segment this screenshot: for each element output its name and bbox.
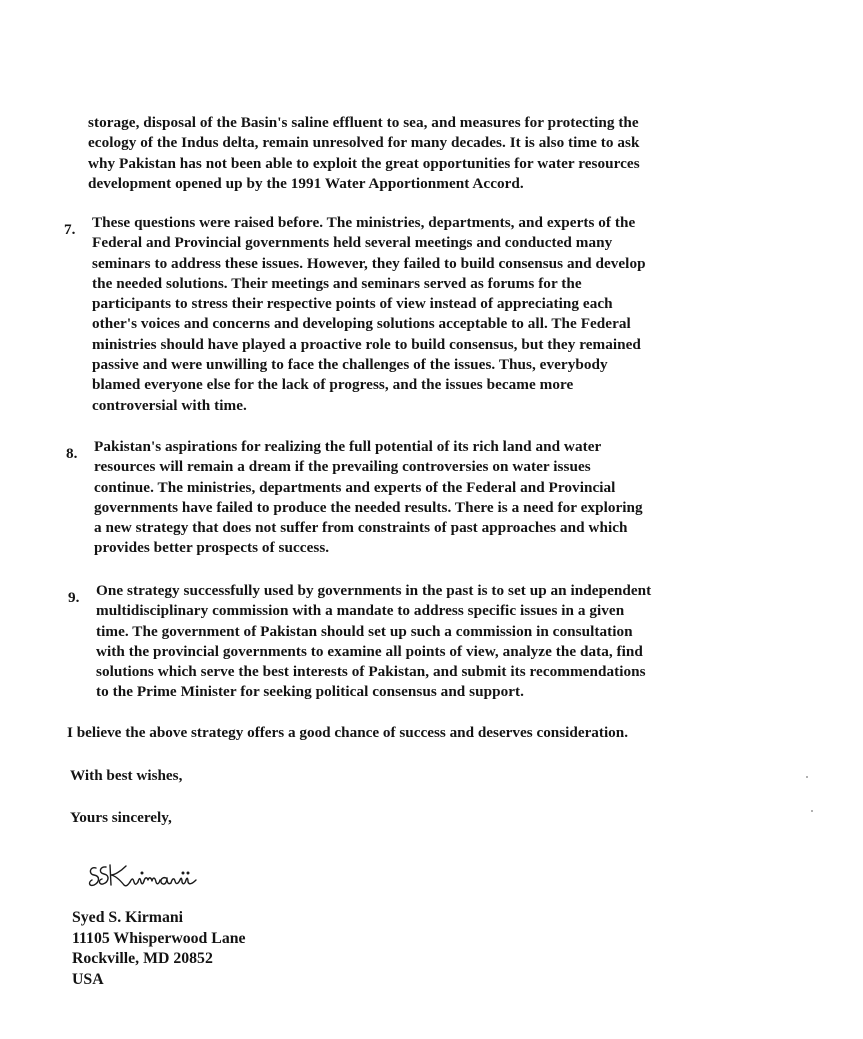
scan-speck (806, 776, 808, 778)
text-line: a new strategy that does not suffer from constraints of past approaches and which (94, 519, 628, 537)
paragraph-number: 9. (68, 589, 80, 606)
text-line: to the Prime Minister for seeking political consensus and support. (96, 683, 524, 701)
sender-address (72, 908, 246, 990)
text-line: controversial with time. (92, 396, 247, 414)
text-line: ecology of the Indus delta, remain unresolved for many decades. It is also time to ask (88, 134, 640, 152)
text-line: development opened up by the 1991 Water Apportionment Accord. (88, 174, 524, 192)
paragraph-9 (96, 581, 651, 703)
text-line: blamed everyone else for the lack of progress, and the issues became more (92, 376, 574, 394)
text-line: solutions which serve the best interests of Pakistan, and submit its recommendations (96, 663, 646, 681)
text-line: time. The government of Pakistan should set up such a commission in consultation (96, 622, 633, 640)
paragraph-7 (92, 213, 646, 416)
text-line: These questions were raised before. The ministries, departments, and experts of the (92, 214, 636, 231)
sender-street: 11105 Whisperwood Lane (72, 929, 246, 947)
text-line: the needed solutions. Their meetings and seminars served as forums for the (92, 274, 582, 292)
text-line: why Pakistan has not been able to exploit the great opportunities for water resources (88, 154, 640, 172)
handwritten-signature (86, 858, 216, 894)
continuation-paragraph (88, 113, 640, 194)
sender-city: Rockville, MD 20852 (72, 950, 213, 968)
paragraph-number: 7. (64, 221, 76, 238)
text-line: One strategy successfully used by governments in the past is to set up an independent (96, 582, 652, 599)
text-line: seminars to address these issues. However, they failed to build consensus and develop (92, 254, 646, 272)
text-line: multidisciplinary commission with a mandate to address specific issues in a given (96, 602, 625, 620)
text-line: other's voices and concerns and developing solutions acceptable to all. The Federal (92, 315, 631, 333)
text-line: provides better prospects of success. (94, 539, 330, 557)
text-line: Federal and Provincial governments held several meetings and conducted many (92, 234, 613, 252)
valediction-sincerely: Yours sincerely, (70, 809, 172, 826)
text-line: storage, disposal of the Basin's saline effluent to sea, and measures for protecting the (88, 114, 639, 131)
text-line: continue. The ministries, departments and experts of the Federal and Provincial (94, 478, 616, 496)
text-line: participants to stress their respective points of view instead of appreciating each (92, 295, 613, 313)
valediction-best-wishes: With best wishes, (70, 767, 183, 784)
sender-country: USA (72, 970, 104, 988)
text-line: with the provincial governments to examine all points of view, analyze the data, find (96, 642, 643, 660)
text-line: resources will remain a dream if the prevailing controversies on water issues (94, 458, 591, 476)
closing-statement: I believe the above strategy offers a good chance of success and deserves consideration. (67, 724, 629, 741)
paragraph-number: 8. (66, 445, 78, 462)
paragraph-8 (94, 437, 643, 559)
sender-name: Syed S. Kirmani (72, 909, 184, 926)
text-line: passive and were unwilling to face the challenges of the issues. Thus, everybody (92, 356, 608, 374)
text-line: Pakistan's aspirations for realizing the full potential of its rich land and water (94, 438, 602, 455)
scan-speck (811, 810, 813, 812)
text-line: governments have failed to produce the needed results. There is a need for exploring (94, 498, 643, 516)
text-line: ministries should have played a proactive role to build consensus, but they remained (92, 335, 641, 353)
